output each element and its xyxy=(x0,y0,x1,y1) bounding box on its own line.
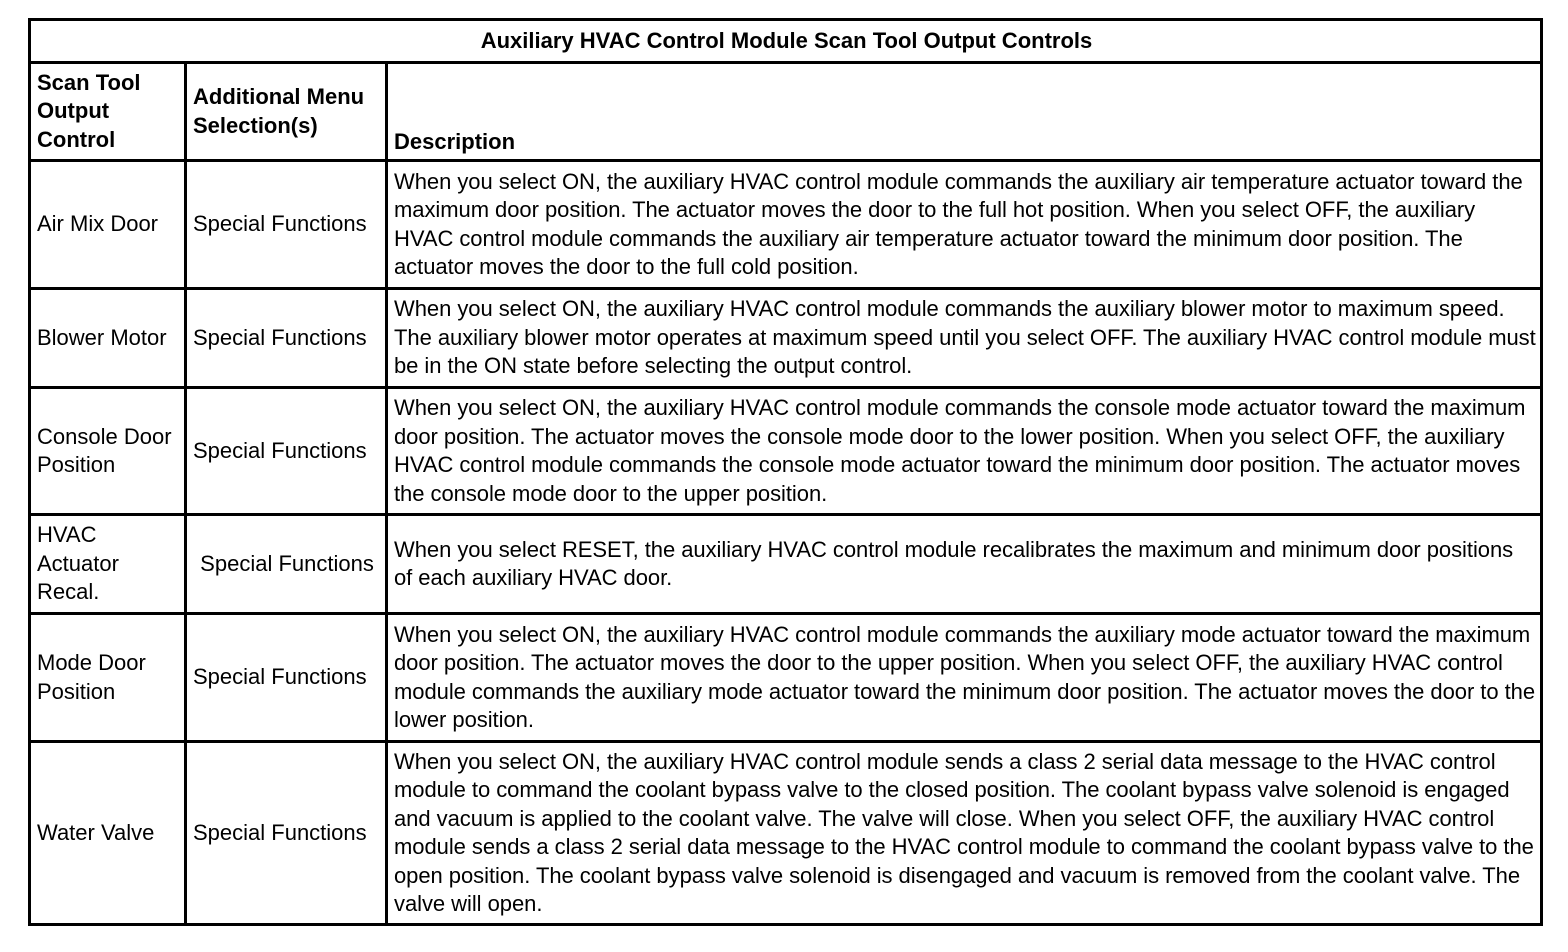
menu-selection-cell: Special Functions xyxy=(186,614,387,742)
menu-selection-cell: Special Functions xyxy=(186,515,387,614)
output-control-cell: Blower Motor xyxy=(30,289,186,388)
table-row-blower-motor xyxy=(30,289,1542,388)
table-row-console-door-position xyxy=(30,388,1542,515)
output-control-cell: HVAC Actuator Recal. xyxy=(30,515,186,614)
output-controls-table xyxy=(28,18,1543,926)
output-control-cell: Water Valve xyxy=(30,742,186,925)
table-title: Auxiliary HVAC Control Module Scan Tool Output Controls xyxy=(30,20,1542,63)
description-cell: When you select ON, the auxiliary HVAC control module commands the auxiliary mode actuator toward the maximum door position. The actuator moves the door to the upper position. When you select OFF, the auxiliary HVAC control module commands the auxiliary mode actuator toward the minimum door position. The actuator moves the door to the lower position. xyxy=(387,614,1542,742)
menu-selection-cell: Special Functions xyxy=(186,161,387,289)
menu-selection-cell: Special Functions xyxy=(186,742,387,925)
output-control-cell: Console Door Position xyxy=(30,388,186,515)
table-row-hvac-actuator-recal xyxy=(30,515,1542,614)
header-description: Description xyxy=(387,63,1542,161)
table-row-water-valve xyxy=(30,742,1542,925)
output-control-cell: Air Mix Door xyxy=(30,161,186,289)
description-cell: When you select ON, the auxiliary HVAC control module commands the console mode actuator toward the maximum door position. The actuator moves the console mode door to the lower position. When you select OFF, the auxiliary HVAC control module commands the console mode actuator toward the minimum door position. The actuator moves the console mode door to the upper position. xyxy=(387,388,1542,515)
description-cell: When you select ON, the auxiliary HVAC control module commands the auxiliary blower motor to maximum speed. The auxiliary blower motor operates at maximum speed until you select OFF. The auxiliary HVAC control module must be in the ON state before selecting the output control. xyxy=(387,289,1542,388)
output-control-cell: Mode Door Position xyxy=(30,614,186,742)
description-cell: When you select ON, the auxiliary HVAC control module commands the auxiliary air temperature actuator toward the maximum door position. The actuator moves the door to the full hot position. When you select OFF, the auxiliary HVAC control module commands the auxiliary air temperature actuator toward the minimum door position. The actuator moves the door to the full cold position. xyxy=(387,161,1542,289)
table-header-row xyxy=(30,63,1542,161)
table-title-row xyxy=(30,20,1542,63)
table-row-mode-door-position xyxy=(30,614,1542,742)
menu-selection-cell: Special Functions xyxy=(186,388,387,515)
table-row-air-mix-door xyxy=(30,161,1542,289)
menu-selection-cell: Special Functions xyxy=(186,289,387,388)
header-menu-selections: Additional Menu Selection(s) xyxy=(186,63,387,161)
description-cell: When you select RESET, the auxiliary HVAC control module recalibrates the maximum and minimum door positions of each auxiliary HVAC door. xyxy=(387,515,1542,614)
description-cell: When you select ON, the auxiliary HVAC control module sends a class 2 serial data message to the HVAC control module to command the coolant bypass valve to the closed position. The coolant bypass valve solenoid is engaged and vacuum is applied to the coolant valve. The valve will close. When you select OFF, the auxiliary HVAC control module sends a class 2 serial data message to the HVAC control module to command the coolant bypass valve to the open position. The coolant bypass valve solenoid is disengaged and vacuum is removed from the coolant valve. The valve will open. xyxy=(387,742,1542,925)
header-output-control: Scan Tool Output Control xyxy=(30,63,186,161)
